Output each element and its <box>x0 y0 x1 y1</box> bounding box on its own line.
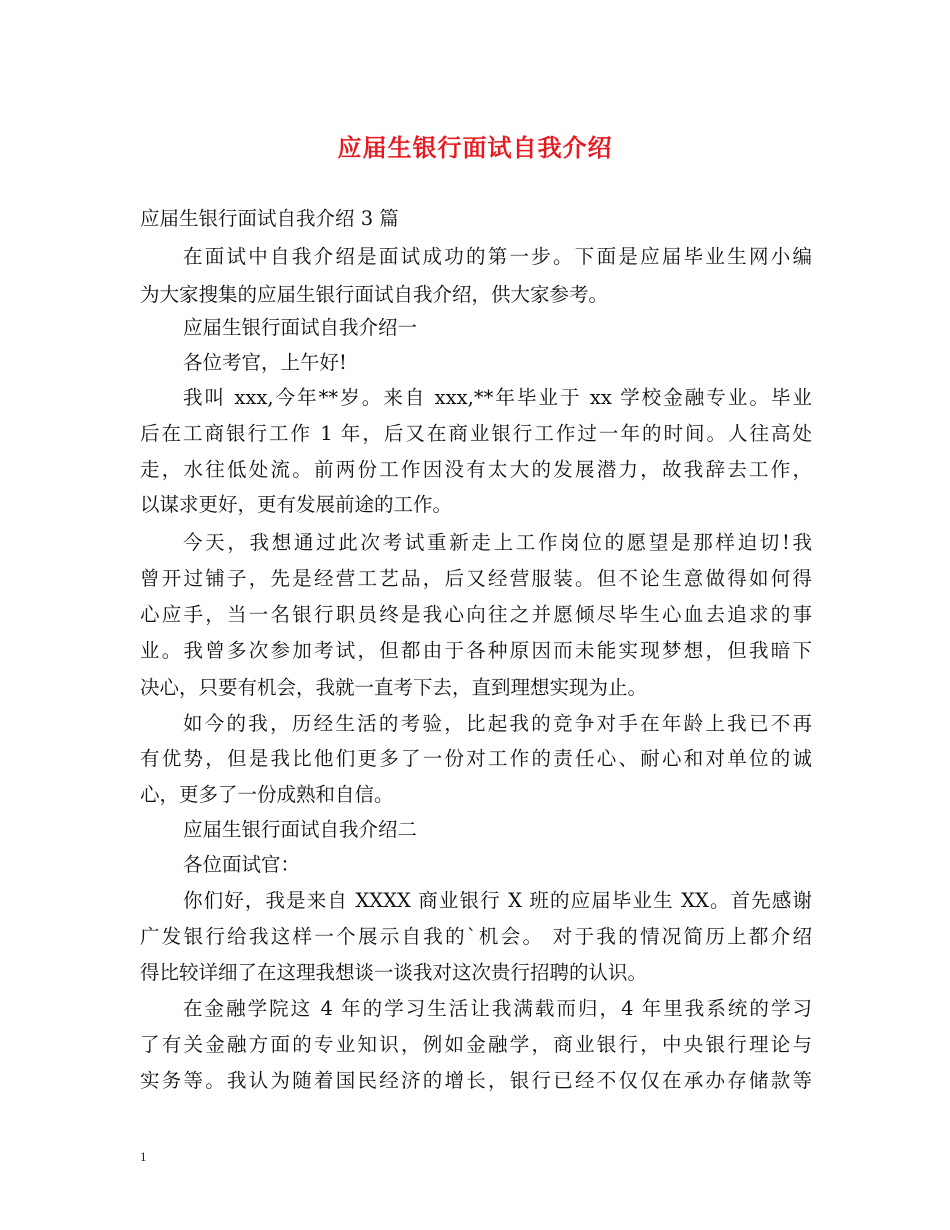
subtitle-line: 应届生银行面试自我介绍 3 篇 <box>140 207 399 230</box>
text-line: 心应手，当一名银行职员终是我心向往之并愿倾尽毕生心血去追求的事 <box>140 603 812 626</box>
text-line: 以谋求更好，更有发展前途的工作。 <box>140 493 453 516</box>
text-line: 曾开过铺子，先是经营工艺品，后又经营服装。但不论生意做得如何得 <box>140 567 812 590</box>
text-line: 各位考官，上午好! <box>183 351 347 374</box>
text-line: 广发银行给我这样一个展示自我的`机会。 对于我的情况简历上都介绍 <box>140 925 812 948</box>
section-heading: 应届生银行面试自我介绍二 <box>183 818 418 841</box>
text-line: 得比较详细了在这理我想谈一谈我对这次贵行招聘的认识。 <box>140 961 648 984</box>
text-line: 走，水往低处流。前两份工作因没有太大的发展潜力，故我辞去工作， <box>140 458 812 481</box>
text-line: 我叫 xxx,今年**岁。来自 xxx,**年毕业于 xx 学校金融专业。毕业 <box>183 386 812 409</box>
section-heading: 应届生银行面试自我介绍一 <box>183 316 418 339</box>
text-line: 有优势，但是我比他们更多了一份对工作的责任心、耐心和对单位的诚 <box>140 747 812 770</box>
text-line: 为大家搜集的应届生银行面试自我介绍，供大家参考。 <box>140 283 609 306</box>
text-line: 业。我曾多次参加考试，但都由于各种原因而未能实现梦想，但我暗下 <box>140 639 812 662</box>
text-line: 今天，我想通过此次考试重新走上工作岗位的愿望是那样迫切!我 <box>183 531 812 554</box>
text-line: 心，更多了一份成熟和自信。 <box>140 783 394 806</box>
page-number: 1 <box>140 1149 147 1164</box>
text-line: 在面试中自我介绍是面试成功的第一步。下面是应届毕业生网小编 <box>183 245 812 268</box>
document-title: 应届生银行面试自我介绍 <box>337 133 613 162</box>
text-line: 如今的我，历经生活的考验，比起我的竞争对手在年龄上我已不再 <box>183 712 812 735</box>
text-line: 后在工商银行工作 1 年，后又在商业银行工作过一年的时间。人往高处 <box>140 422 812 445</box>
text-line: 在金融学院这 4 年的学习生活让我满载而归，4 年里我系统的学习 <box>183 997 812 1020</box>
text-line: 决心，只要有机会，我就一直考下去，直到理想实现为止。 <box>140 676 648 699</box>
text-line: 各位面试官： <box>183 853 301 876</box>
text-line: 你们好，我是来自 XXXX 商业银行 X 班的应届毕业生 XX。首先感谢 <box>183 889 812 912</box>
text-line: 实务等。我认为随着国民经济的增长，银行已经不仅仅在承办存储款等 <box>140 1069 812 1092</box>
text-line: 了有关金融方面的专业知识，例如金融学，商业银行，中央银行理论与 <box>140 1033 812 1056</box>
